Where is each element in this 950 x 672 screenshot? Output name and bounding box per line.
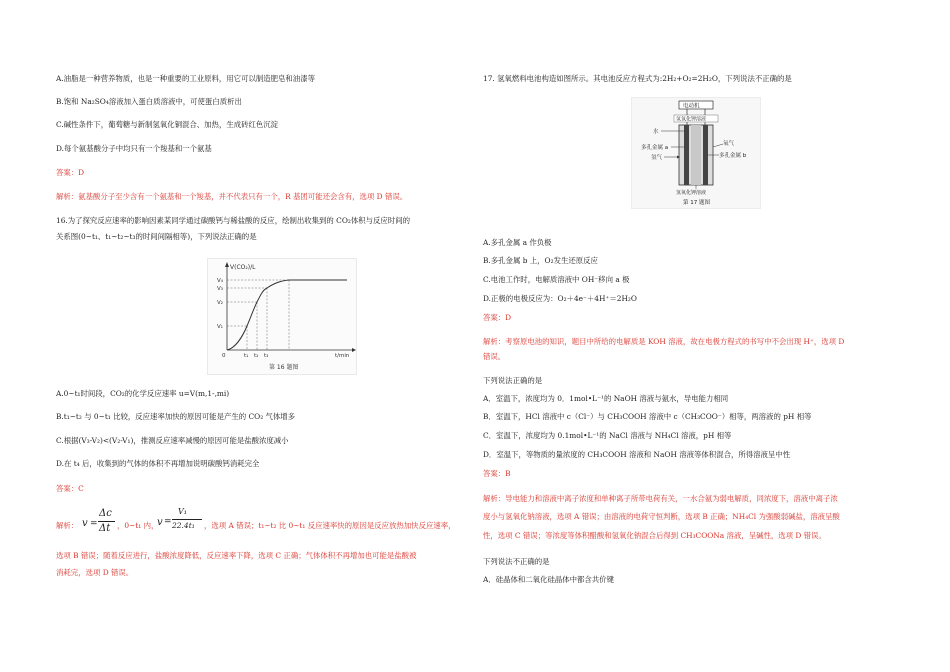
q18-option-c: C．室温下，浓度均为 0.1mol•L⁻¹的 NaCl 溶液与 NH₄Cl 溶液，pH 相等 [483, 431, 732, 440]
electrode-b [703, 125, 708, 185]
q16-y-label: V(CO₂)/L [230, 264, 256, 271]
q16-x-tick-t2: t₂ [254, 353, 259, 359]
q17-figure [631, 97, 761, 209]
q16-origin: 0 [222, 353, 226, 359]
q17-option-d: D.正极的电极反应为：O₂＋4e⁻＋4H⁺＝2H₂O [483, 294, 637, 303]
q16-option-d: D.在 t₄ 后，收集到的气体的体积不再增加说明碳酸钙消耗完全 [56, 459, 260, 468]
q16-expl-line3: 消耗完，选项 D 错误。 [56, 568, 134, 577]
q16-y-tick-v4: V₄ [217, 278, 223, 284]
q15-option-a: A.油脂是一种营养物质，也是一种重要的工业原料，用它可以制造肥皂和油漆等 [56, 74, 315, 83]
formula2-den: 22.4t₁ [172, 521, 195, 530]
q17-option-c: C.电池工作时，电解质溶液中 OH⁻移向 a 极 [483, 275, 630, 284]
electrolyte-bottom-label: 氢氧化钾溶液 [676, 190, 707, 196]
q16-formula-rate: v = Δc Δt [82, 507, 116, 537]
q18-answer: 答案：B [483, 469, 511, 478]
q16-expl-mid: ，0~t₁ 内， [117, 521, 159, 530]
hydrogen-label: 氢气 [651, 155, 663, 161]
q17-option-b: B.多孔金属 b 上，O₂发生还原反应 [483, 256, 598, 265]
q19-option-a: A．硅晶体和二氧化硅晶体中都含共价键 [483, 575, 614, 584]
electrode-a-label: 多孔金属 a [641, 145, 669, 151]
q16-option-b: B.t₁~t₂ 与 0~t₁ 比较，反应速率加快的原因可能是产生的 CO₂ 气体增多 [56, 412, 296, 421]
q17-caption: 第 17 题图 [683, 200, 710, 206]
electrode-b-label: 多孔金属 b [719, 153, 747, 159]
q16-expl-line1: ，选项 A 错误；t₁~t₂ 比 0~t₁ 反应速率快的原因是反应放热加快反应速率， [204, 521, 456, 530]
q16-answer: 答案：C [56, 484, 84, 493]
formula1-lhs: v [82, 518, 88, 529]
q16-expl-line2: 选项 B 错误；随着反应进行，盐酸浓度降低，反应速率下降，选项 C 正确；气体体积不再增加也可能是盐酸被 [56, 551, 417, 560]
formula2-lhs: v [157, 517, 163, 528]
q19-stem: 下列说法不正确的是 [483, 557, 550, 566]
q16-option-a: A.0~t₁时间段，CO₂的化学反应速率 u=V(m,1-,mi) [56, 389, 230, 398]
q18-option-d: D．室温下，等物质的量浓度的 CH₃COOH 溶液和 NaOH 溶液等体积混合，所得溶液呈中性 [483, 450, 791, 459]
water-label: 水 [653, 129, 659, 135]
q17-stem: 17. 氢氧燃料电池构造如图所示。其电池反应方程式为:2H₂+O₂=2H₂O，下列说法不正确的是 [483, 74, 792, 83]
q16-y-tick-v1: V₁ [217, 324, 223, 330]
q16-y-tick-v3: V₃ [217, 286, 223, 292]
q16-figure [207, 258, 357, 375]
q18-option-b: B．室温下，HCl 溶液中 c（Cl⁻）与 CH₃COOH 溶液中 c（CH₃COO⁻）相等，两溶液的 pH 相等 [483, 412, 812, 421]
q15-answer: 答案：D [56, 168, 85, 177]
q17-expl-line1: 解析：考察原电池的知识，题目中所给的电解质是 KOH 溶液，故在电极方程式的书写中不会出现 H⁺，选项 D [483, 337, 845, 346]
q17-expl-line2: 错误。 [483, 352, 506, 361]
q16-x-label: t/min [335, 353, 350, 359]
q16-x-tick-t3: t₃ [264, 353, 269, 359]
q18-expl-line3: 性，选项 C 错误；等浓度等体积醋酸和氢氧化钠混合后得到 CH₃COONa 溶液，呈碱性，选项 D 错误。 [483, 531, 826, 540]
q15-option-b: B.饱和 Na₂SO₄溶液加入蛋白质溶液中，可使蛋白质析出 [56, 97, 242, 106]
q16-y-tick-v2: V₂ [217, 300, 223, 306]
q15-explanation: 解析：氨基酸分子至少含有一个氨基和一个羧基，并不代表只有一个，R 基团可能还会含有，选项 D 错误。 [56, 192, 408, 201]
q16-option-c: C.根据(V₃-V₂)<(V₂-V₁)，推测反应速率减慢的原因可能是盐酸浓度减小 [56, 436, 289, 445]
q15-option-c: C.碱性条件下，葡萄糖与新制氢氧化铜混合、加热，生成砖红色沉淀 [56, 120, 279, 129]
q18-expl-line2: 度小与氢氧化钠溶液，选项 A 错误；由溶液的电荷守恒判断，选项 B 正确；NH₄Cl 为强酸弱碱盐，溶液呈酸 [483, 512, 840, 521]
q16-stem-line2: 关系图(0~t₁、t₁~t₂~t₃的时间间隔相等)，下列说法正确的是 [56, 232, 257, 241]
q15-option-d: D.每个氨基酸分子中均只有一个羧基和一个氨基 [56, 144, 212, 153]
electrolyte-top-label: 氢氧化钾溶液 [676, 116, 707, 123]
motor-label: 电动机 [683, 103, 700, 110]
electrode-a [684, 125, 689, 185]
q16-caption: 第 16 题图 [269, 364, 299, 371]
q18-expl-line1: 解析：导电能力和溶液中离子浓度和单种离子所带电荷有关，一水合氨为弱电解质，同浓度下，溶液中离子浓 [483, 494, 838, 503]
oxygen-label: 氧气 [723, 141, 735, 147]
q16-x-tick-t1: t₁ [244, 353, 249, 359]
q16-expl-prefix: 解析： [56, 521, 79, 530]
formula1-den: Δt [99, 523, 111, 534]
q18-stem: 下列说法正确的是 [483, 376, 543, 385]
q16-stem-line1: 16.为了探究反应速率的影响因素某同学通过碳酸钙与稀盐酸的反应，绘制出收集到的 CO₂体积与反应时间的 [56, 216, 410, 225]
q17-answer: 答案：D [483, 313, 512, 322]
formula2-num: V₁ [178, 507, 187, 516]
q18-option-a: A．室温下，浓度均为 0．1mol•L⁻¹的 NaOH 溶液与氨水，导电能力相同 [483, 394, 729, 403]
q16-formula-v1: v = V₁ 22.4t₁ [157, 505, 203, 537]
q17-option-a: A.多孔金属 a 作负极 [483, 238, 552, 247]
formula1-num: Δc [99, 508, 112, 519]
